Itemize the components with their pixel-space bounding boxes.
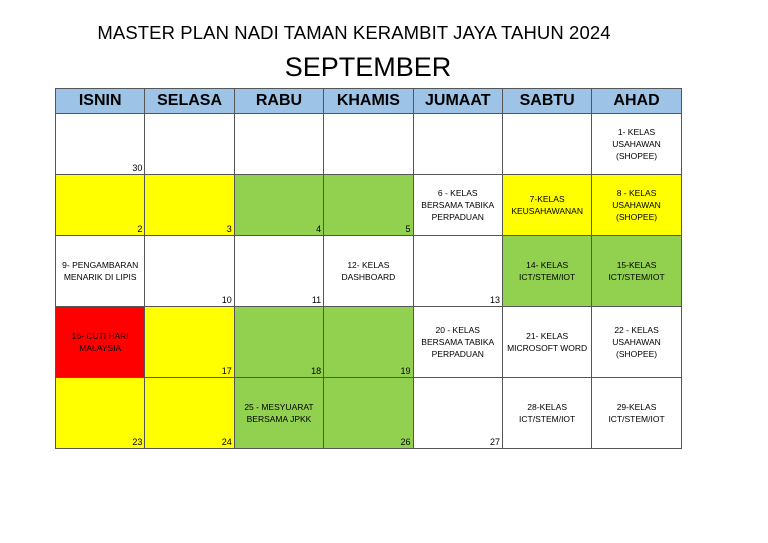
day-cell [56, 236, 145, 307]
day-cell [145, 175, 234, 236]
weekday-header: ISNIN [56, 89, 145, 114]
day-number: 17 [221, 366, 232, 376]
event-text: 9- PENGAMBARAN MENARIK DI LIPIS [62, 260, 139, 282]
day-number: 24 [221, 437, 232, 447]
day-cell [502, 307, 591, 378]
day-number: 5 [405, 224, 411, 234]
calendar-table [55, 88, 682, 449]
day-cell [324, 236, 413, 307]
day-cell [324, 175, 413, 236]
day-number: 30 [132, 163, 143, 173]
weekday-header: SABTU [502, 89, 591, 114]
day-cell [324, 378, 413, 449]
day-cell [324, 307, 413, 378]
event-text: 6 - KELAS BERSAMA TABIKA PERPADUAN [421, 188, 495, 222]
day-number: 26 [400, 437, 411, 447]
day-cell [145, 236, 234, 307]
event-text: 22 - KELAS USAHAWAN (SHOPEE) [612, 325, 661, 359]
day-cell [413, 236, 502, 307]
day-cell [592, 175, 681, 236]
weekday-header: AHAD [592, 89, 681, 114]
day-cell [56, 175, 145, 236]
event-text: 21- KELAS MICROSOFT WORD [507, 331, 588, 353]
event-text: 14- KELAS ICT/STEM/IOT [519, 260, 576, 282]
day-cell [145, 307, 234, 378]
day-cell [56, 114, 145, 175]
weekday-header: RABU [234, 89, 323, 114]
day-cell [234, 175, 323, 236]
plan-title: MASTER PLAN NADI TAMAN KERAMBIT JAYA TAHUN 2024 [97, 22, 611, 43]
day-number: 10 [221, 295, 232, 305]
event-text: 25 - MESYUARAT BERSAMA JPKK [244, 402, 314, 424]
day-cell [592, 114, 681, 175]
week-row [56, 307, 682, 378]
event-text: 16- CUTI HARI MALAYSIA [71, 331, 129, 353]
day-cell [413, 114, 502, 175]
week-row [56, 236, 682, 307]
day-number: 11 [311, 295, 322, 305]
day-cell [145, 378, 234, 449]
day-cell [413, 378, 502, 449]
day-cell [592, 307, 681, 378]
weekday-header-row [56, 89, 682, 114]
event-text: 8 - KELAS USAHAWAN (SHOPEE) [612, 188, 661, 222]
event-text: 28-KELAS ICT/STEM/IOT [519, 402, 576, 424]
day-number: 19 [400, 366, 411, 376]
event-text: 29-KELAS ICT/STEM/IOT [608, 402, 665, 424]
day-number: 18 [311, 366, 322, 376]
event-text: 20 - KELAS BERSAMA TABIKA PERPADUAN [421, 325, 495, 359]
day-number: 3 [226, 224, 232, 234]
day-cell [145, 114, 234, 175]
day-cell [56, 307, 145, 378]
day-cell [502, 114, 591, 175]
day-number: 27 [489, 437, 500, 447]
week-row [56, 114, 682, 175]
day-number: 13 [489, 295, 500, 305]
day-cell [413, 307, 502, 378]
month-title: SEPTEMBER [284, 52, 452, 82]
day-cell [502, 378, 591, 449]
day-cell [592, 378, 681, 449]
day-cell [413, 175, 502, 236]
event-text: 7-KELAS KEUSAHAWANAN [511, 194, 583, 216]
week-row [56, 378, 682, 449]
event-text: 15-KELAS ICT/STEM/IOT [608, 260, 665, 282]
event-text: 1- KELAS USAHAWAN (SHOPEE) [612, 127, 661, 161]
day-cell [324, 114, 413, 175]
weekday-header: SELASA [145, 89, 234, 114]
day-cell [234, 236, 323, 307]
week-row [56, 175, 682, 236]
day-cell [502, 236, 591, 307]
day-cell [234, 378, 323, 449]
day-cell [592, 236, 681, 307]
day-number: 2 [137, 224, 143, 234]
weekday-header: JUMAAT [413, 89, 502, 114]
weekday-header: KHAMIS [324, 89, 413, 114]
day-cell [234, 307, 323, 378]
day-number: 23 [132, 437, 143, 447]
day-number: 4 [316, 224, 322, 234]
event-text: 12- KELAS DASHBOARD [341, 260, 396, 282]
day-cell [56, 378, 145, 449]
day-cell [502, 175, 591, 236]
day-cell [234, 114, 323, 175]
